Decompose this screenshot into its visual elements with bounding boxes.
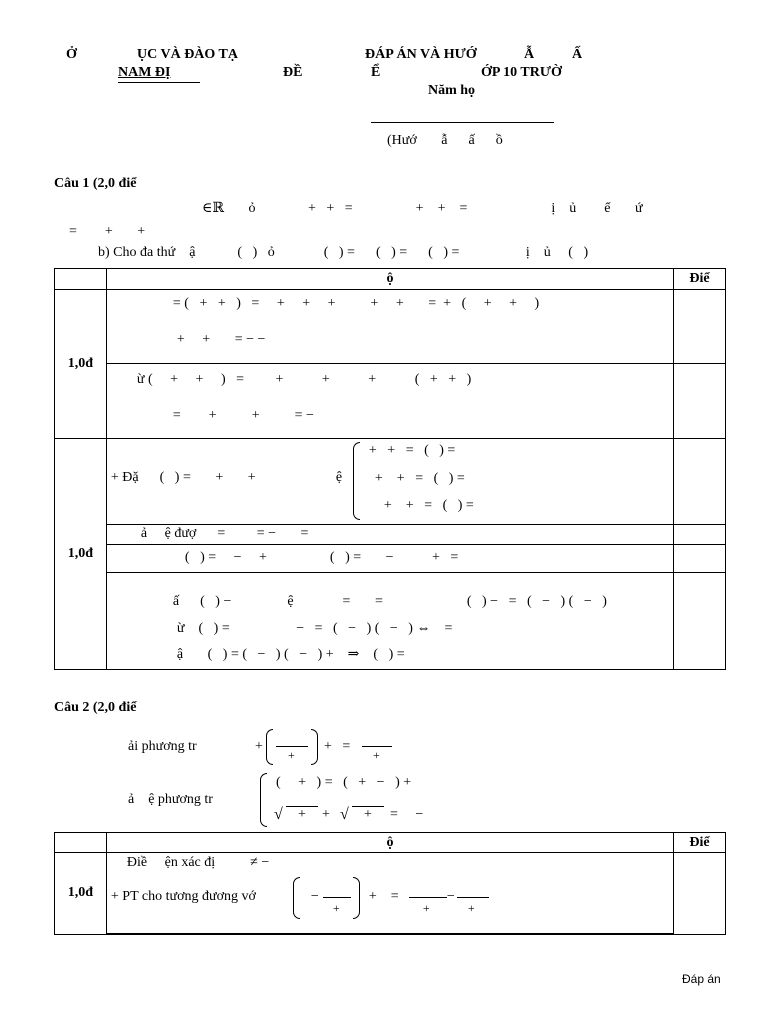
q2-part-a-label: ải phương tr [128, 739, 197, 754]
q1-row2-points-d [674, 573, 726, 670]
header-dept-prefix: Ở [66, 47, 77, 62]
header-province: NAM ĐỊ [118, 65, 171, 80]
q2-part-b-sqrt1-icon: √ [274, 806, 283, 823]
header-exam-part3: ỚP 10 TRƯỜ [481, 65, 562, 80]
q1-table-header-score: Điể [674, 269, 726, 290]
q2-row1-minus: − [310, 889, 319, 904]
q2-part-b-rad1: + [298, 807, 306, 822]
q2-part-b-label: ả ệ phương tr [128, 792, 213, 807]
header-school-year: Năm họ [428, 83, 476, 98]
q1-row2-system-eq2: + + = ( ) = [374, 471, 465, 486]
q1-row2-content-d [106, 573, 673, 670]
q1-row1-score: 1,0đ [55, 290, 107, 439]
header-province-underline [118, 82, 200, 83]
q1-row2-line6: ậ ( ) = ( − ) ( − ) + ⇒ ( ) = [176, 647, 405, 662]
q2-part-a-paren-left [266, 729, 273, 765]
q2-table-header-score: Điể [674, 833, 726, 853]
q2-part-b-plus: + [322, 807, 330, 822]
q2-table-header-content: ộ [106, 833, 673, 853]
table-row [55, 439, 726, 525]
header-note: (Hướ ẫ ấ ồ [387, 133, 503, 148]
q1-row2-points-b [674, 525, 726, 545]
header-dept: ỤC VÀ ĐÀO TẠ [137, 47, 238, 62]
q2-part-a-paren-right [311, 729, 318, 765]
q1-row2-system-brace [353, 442, 360, 520]
q2-part-b-sqrt2-icon: √ [340, 806, 349, 823]
table-row [55, 525, 726, 545]
q2-title: Câu 2 (2,0 điể [54, 700, 137, 715]
q1-row1-points-a [674, 290, 726, 364]
q2-row1-fraction2-bar [409, 897, 447, 898]
q1-table-header-row [55, 269, 726, 290]
page-footer: Đáp án [682, 972, 721, 986]
table-row [55, 573, 726, 670]
table-row [55, 290, 726, 364]
q1-part-a: ∈ℝ ỏ + + = + + = ị ủ ể ứ [202, 201, 643, 216]
q1-row2-content-c [106, 545, 673, 573]
q1-row2-system-eq1: + + = ( ) = [368, 443, 456, 458]
q2-part-a-eq: + = [324, 739, 351, 754]
q2-row1-frac1-den: + [332, 901, 340, 915]
q1-row2-content-a [106, 439, 673, 525]
header-title-part3: Ấ [572, 47, 583, 62]
q2-part-b-eq2-rhs: = − [390, 807, 424, 822]
q1-table-header-empty [55, 269, 107, 290]
header-title-part2: Ẫ [524, 47, 535, 62]
q1-row1-line1: = ( + + ) = + + + + + = + ( + + ) [172, 296, 540, 311]
q2-row1-paren-left [293, 877, 300, 919]
q2-row1-line2: + PT cho tương đương vớ [110, 889, 256, 904]
q1-row2-line1-label: ệ [335, 470, 343, 485]
q1-row2-line5: ừ ( ) = − = ( − ) ( − ) ⇔ = [176, 621, 453, 636]
q2-table-header-row [55, 833, 726, 853]
q1-row2-line1: + Đặ ( ) = + + [110, 470, 256, 485]
q2-row1-fraction3-bar [457, 897, 489, 898]
q1-row2-points-a [674, 439, 726, 525]
q2-part-b-system-brace [260, 773, 267, 827]
q1-row1-content-a [106, 290, 673, 364]
q1-part-b: b) Cho đa thứ ậ ( ) ỏ ( ) = ( ) = ( ) = ị ủ ( ) [98, 245, 589, 260]
q1-row2-system-eq3: + + = ( ) = [383, 498, 474, 513]
q1-answer-table [54, 268, 726, 670]
q2-part-a-fraction2-bar [362, 746, 392, 747]
header-title: ĐÁP ÁN VÀ HƯỚ [365, 47, 477, 62]
q2-row1-content [106, 853, 673, 935]
q1-row1-content-b [106, 364, 673, 439]
q2-row1-points [674, 853, 726, 935]
q1-part-a-cont: = + + [69, 224, 146, 239]
q2-row1-line1: Điề ện xác đị ≠ − [126, 855, 270, 870]
table-row [55, 364, 726, 439]
header-exam-label: ĐỀ [283, 65, 303, 80]
q2-row1-paren-right [353, 877, 360, 919]
q2-row1-minus2: − [446, 889, 455, 904]
q2-part-a-plus: + [255, 739, 263, 754]
q1-row2-score: 1,0đ [55, 439, 107, 670]
q1-row2-points-c [674, 545, 726, 573]
q2-part-a-frac-den: + [288, 748, 295, 762]
q2-part-b-rad2: + [364, 807, 372, 822]
table-row [55, 545, 726, 573]
q1-table-header-content: ộ [106, 269, 673, 290]
q1-row2-line2: ả ệ đượ = = − = [140, 526, 309, 541]
q1-row1-line4: = + + = − [172, 408, 314, 423]
q2-row1-fraction1-bar [323, 897, 351, 898]
q2-answer-table [54, 832, 726, 935]
q2-row1-score: 1,0đ [55, 853, 107, 935]
q2-row1-eq: + = [368, 889, 399, 904]
q2-row1-frac2-den: + [422, 901, 430, 915]
q1-row1-line3: ừ ( + + ) = + + + ( + + ) [136, 372, 472, 387]
q1-row2-line3: ( ) = − + ( ) = − + = [184, 550, 459, 565]
header-rule [371, 122, 554, 123]
q1-row1-line2: + + = − − [176, 332, 266, 347]
q2-part-a-fraction-bar [276, 746, 308, 747]
q2-part-a-frac2-den: + [373, 748, 380, 762]
q2-row1-frac3-den: + [467, 901, 475, 915]
q2-part-b-eq1: ( + ) = ( + − ) + [276, 775, 412, 790]
q1-row2-content-b [106, 525, 673, 545]
header-exam-part2: Ể [371, 65, 381, 80]
q2-table-header-empty [55, 833, 107, 853]
q1-row1-points-b [674, 364, 726, 439]
table-row [55, 853, 726, 935]
q1-row2-line4: ấ ( ) − ệ = = ( ) − = ( − ) ( − ) [172, 594, 607, 609]
q1-title: Câu 1 (2,0 điể [54, 176, 137, 191]
